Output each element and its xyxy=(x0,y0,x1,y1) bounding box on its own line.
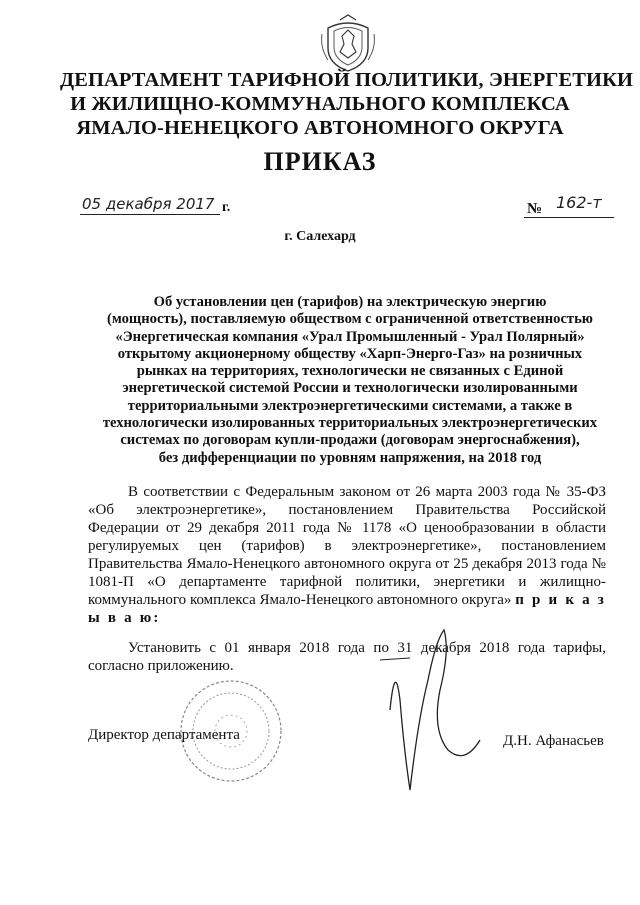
subject-line: (мощность), поставляемую обществом с ограниченной ответственностью xyxy=(107,311,593,328)
number-underline xyxy=(524,217,614,218)
department-line: ЯМАЛО-НЕНЕЦКОГО АВТОНОМНОГО ОКРУГА xyxy=(76,117,564,139)
date-underline xyxy=(80,214,220,215)
handwritten-signature-icon xyxy=(370,600,490,800)
handwritten-number: 162-т xyxy=(556,193,602,212)
document-title: ПРИКАЗ xyxy=(263,147,377,176)
subject-line: Об установлении цен (тарифов) на электрическую энергию xyxy=(153,294,547,310)
basis-text: В соответствии с Федеральным законом от 26 марта 2003 года № 35-ФЗ «Об электроэнергетике», постановлением Правительства Российской Федерации от 29 декабря 2011 года № 1178 «О ценообразовании в области регулируемых цен (тарифов) в электроэнергетике», постановлением Правительства Ямало-Ненецкого автономного округа от 25 декабря 2013 года № 1081-П «О департаменте тарифной политики, энергетики и жилищно-коммунального комплекса Ямало-Ненецкого автономного округа» xyxy=(88,484,606,608)
subject-line: «Энергетическая компания «Урал Промышленный - Урал Полярный» xyxy=(115,328,585,345)
signatory-role: Директор департамента xyxy=(88,727,240,743)
signatory-name: Д.Н. Афанасьев xyxy=(503,733,604,749)
department-name xyxy=(60,68,634,140)
establish-paragraph: Установить с 01 января 2018 года по 31 декабря 2018 года тарифы, согласно приложению. xyxy=(88,640,606,674)
department-line: ДЕПАРТАМЕНТ ТАРИФНОЙ ПОЛИТИКИ, ЭНЕРГЕТИКИ xyxy=(60,69,634,91)
order-basis-paragraph xyxy=(88,483,606,627)
subject-line: технологически изолированных территориальных электроэнергетических xyxy=(102,415,598,432)
subject-line: энергетической системой России и технологически изолированными xyxy=(122,380,578,397)
order-verb: п р и к а з ы в а ю: xyxy=(88,592,607,626)
department-line: И ЖИЛИЩНО-КОММУНАЛЬНОГО КОМПЛЕКСА xyxy=(70,93,570,115)
number-sign: № xyxy=(527,201,543,217)
subject-line: рынках на территориях, технологически не связанных с Единой xyxy=(136,363,564,380)
subject-line: территориальными электроэнергетическими системами, а также в xyxy=(127,397,573,414)
coat-of-arms-icon xyxy=(318,14,378,74)
city-label: г. Салехард xyxy=(284,229,356,244)
subject-line: без дифференциации по уровням напряжения, на 2018 год xyxy=(158,449,542,466)
handwritten-date: 05 декабря 2017 xyxy=(82,195,215,213)
subject-line: системах по договорам купли-продажи (договорам энергоснабжения), xyxy=(120,432,580,449)
order-subject xyxy=(80,294,620,467)
subject-line: открытому акционерному обществу «Харп-Энерго-Газ» на розничных xyxy=(117,345,583,362)
date-suffix: г. xyxy=(222,200,231,215)
